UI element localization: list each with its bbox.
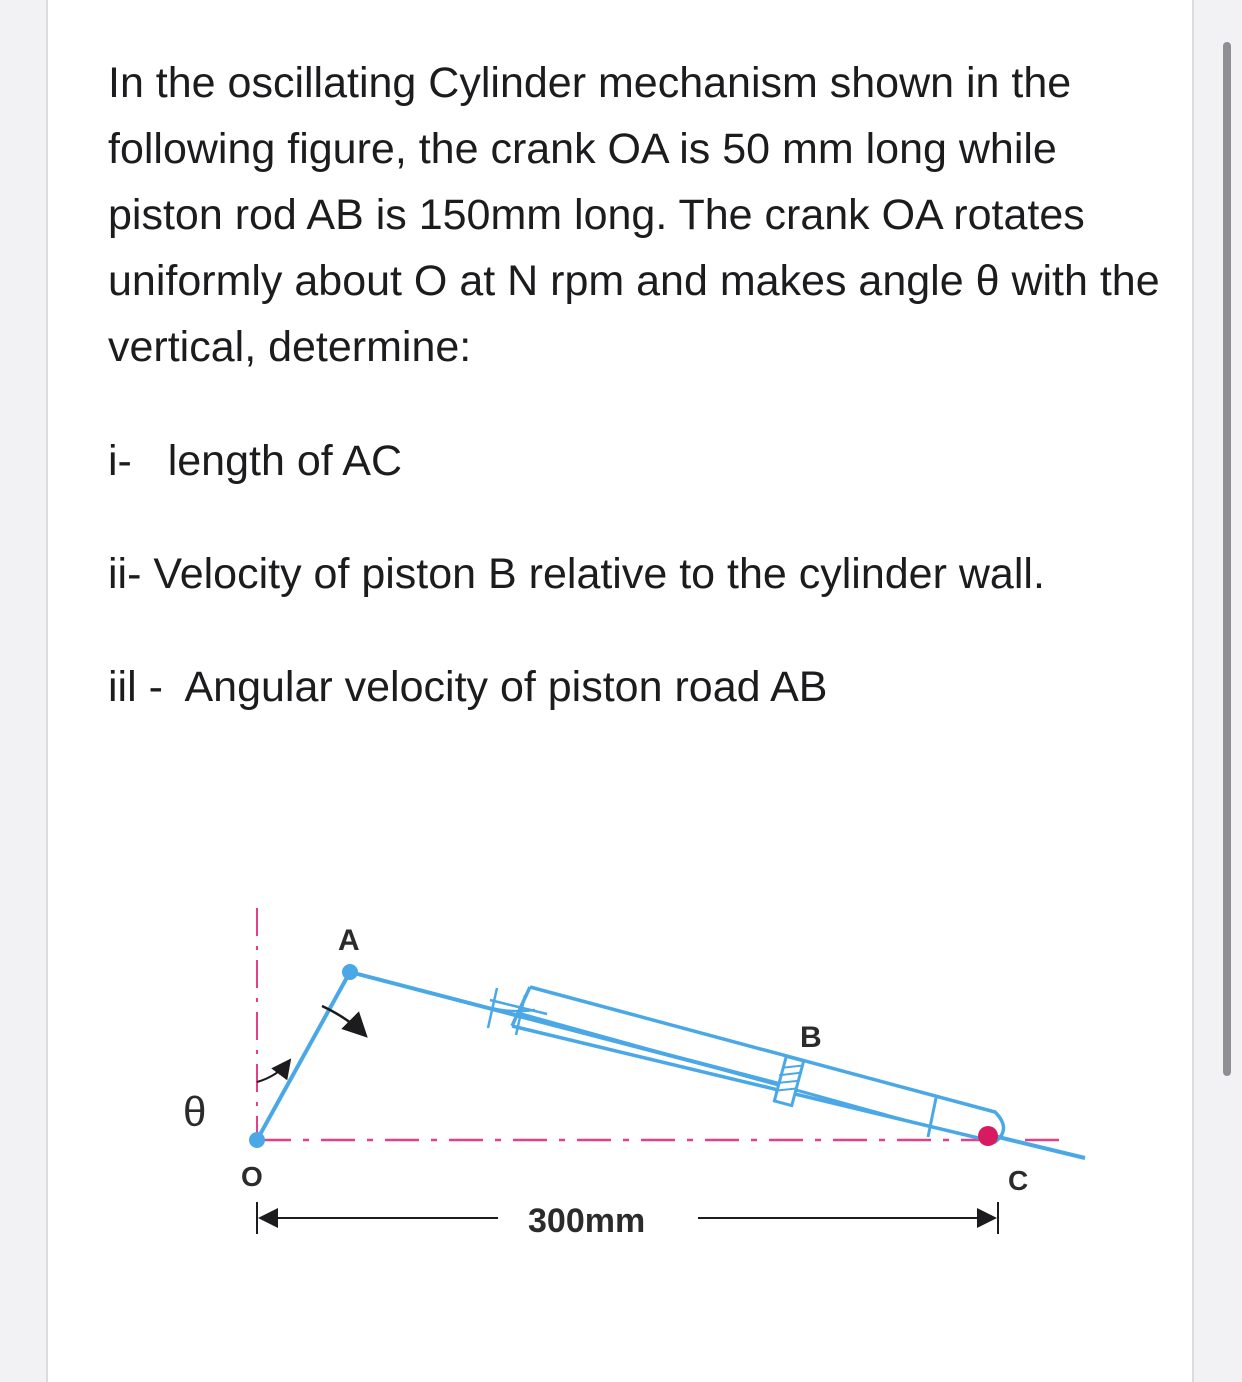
question-item-1 xyxy=(108,428,1168,494)
dimension-label: 300mm xyxy=(528,1202,646,1240)
question-intro: In the oscillating Cylinder mechanism shown in the following figure, the crank OA is 50 mm long while piston rod AB is 150mm long. The crank OA rotates uniformly about O at N rpm and makes angle θ with the vertical, determine: xyxy=(108,59,1160,371)
item-text: Angular velocity of piston road AB xyxy=(184,663,828,711)
item-text: length of AC xyxy=(167,437,402,485)
scrollbar[interactable] xyxy=(1223,42,1231,1076)
label-o: O xyxy=(241,1161,263,1192)
joint-o xyxy=(249,1132,265,1148)
joint-a xyxy=(342,964,358,980)
piston-b xyxy=(774,1056,803,1105)
label-a: A xyxy=(338,924,360,957)
label-b: B xyxy=(800,1021,822,1054)
question-item-2 xyxy=(108,541,1168,607)
item-marker: i- xyxy=(108,437,132,485)
label-c: C xyxy=(1008,1165,1029,1196)
theta-arc xyxy=(257,1060,290,1082)
cylinder-partition xyxy=(928,1098,936,1137)
question-text xyxy=(108,50,1168,720)
item-marker: iil - xyxy=(108,663,163,711)
rotation-arrow xyxy=(322,1006,366,1036)
label-theta: θ xyxy=(183,1088,207,1135)
question-item-3 xyxy=(108,654,1168,720)
crank-oa xyxy=(257,972,350,1140)
item-text: Velocity of piston B relative to the cylinder wall. xyxy=(153,550,1045,598)
item-marker: ii- xyxy=(108,550,142,598)
cylinder-inner-wall xyxy=(518,1013,915,1123)
mechanism-figure xyxy=(140,880,1100,1260)
cylinder-body xyxy=(512,987,1004,1142)
pivot-c xyxy=(978,1126,998,1146)
